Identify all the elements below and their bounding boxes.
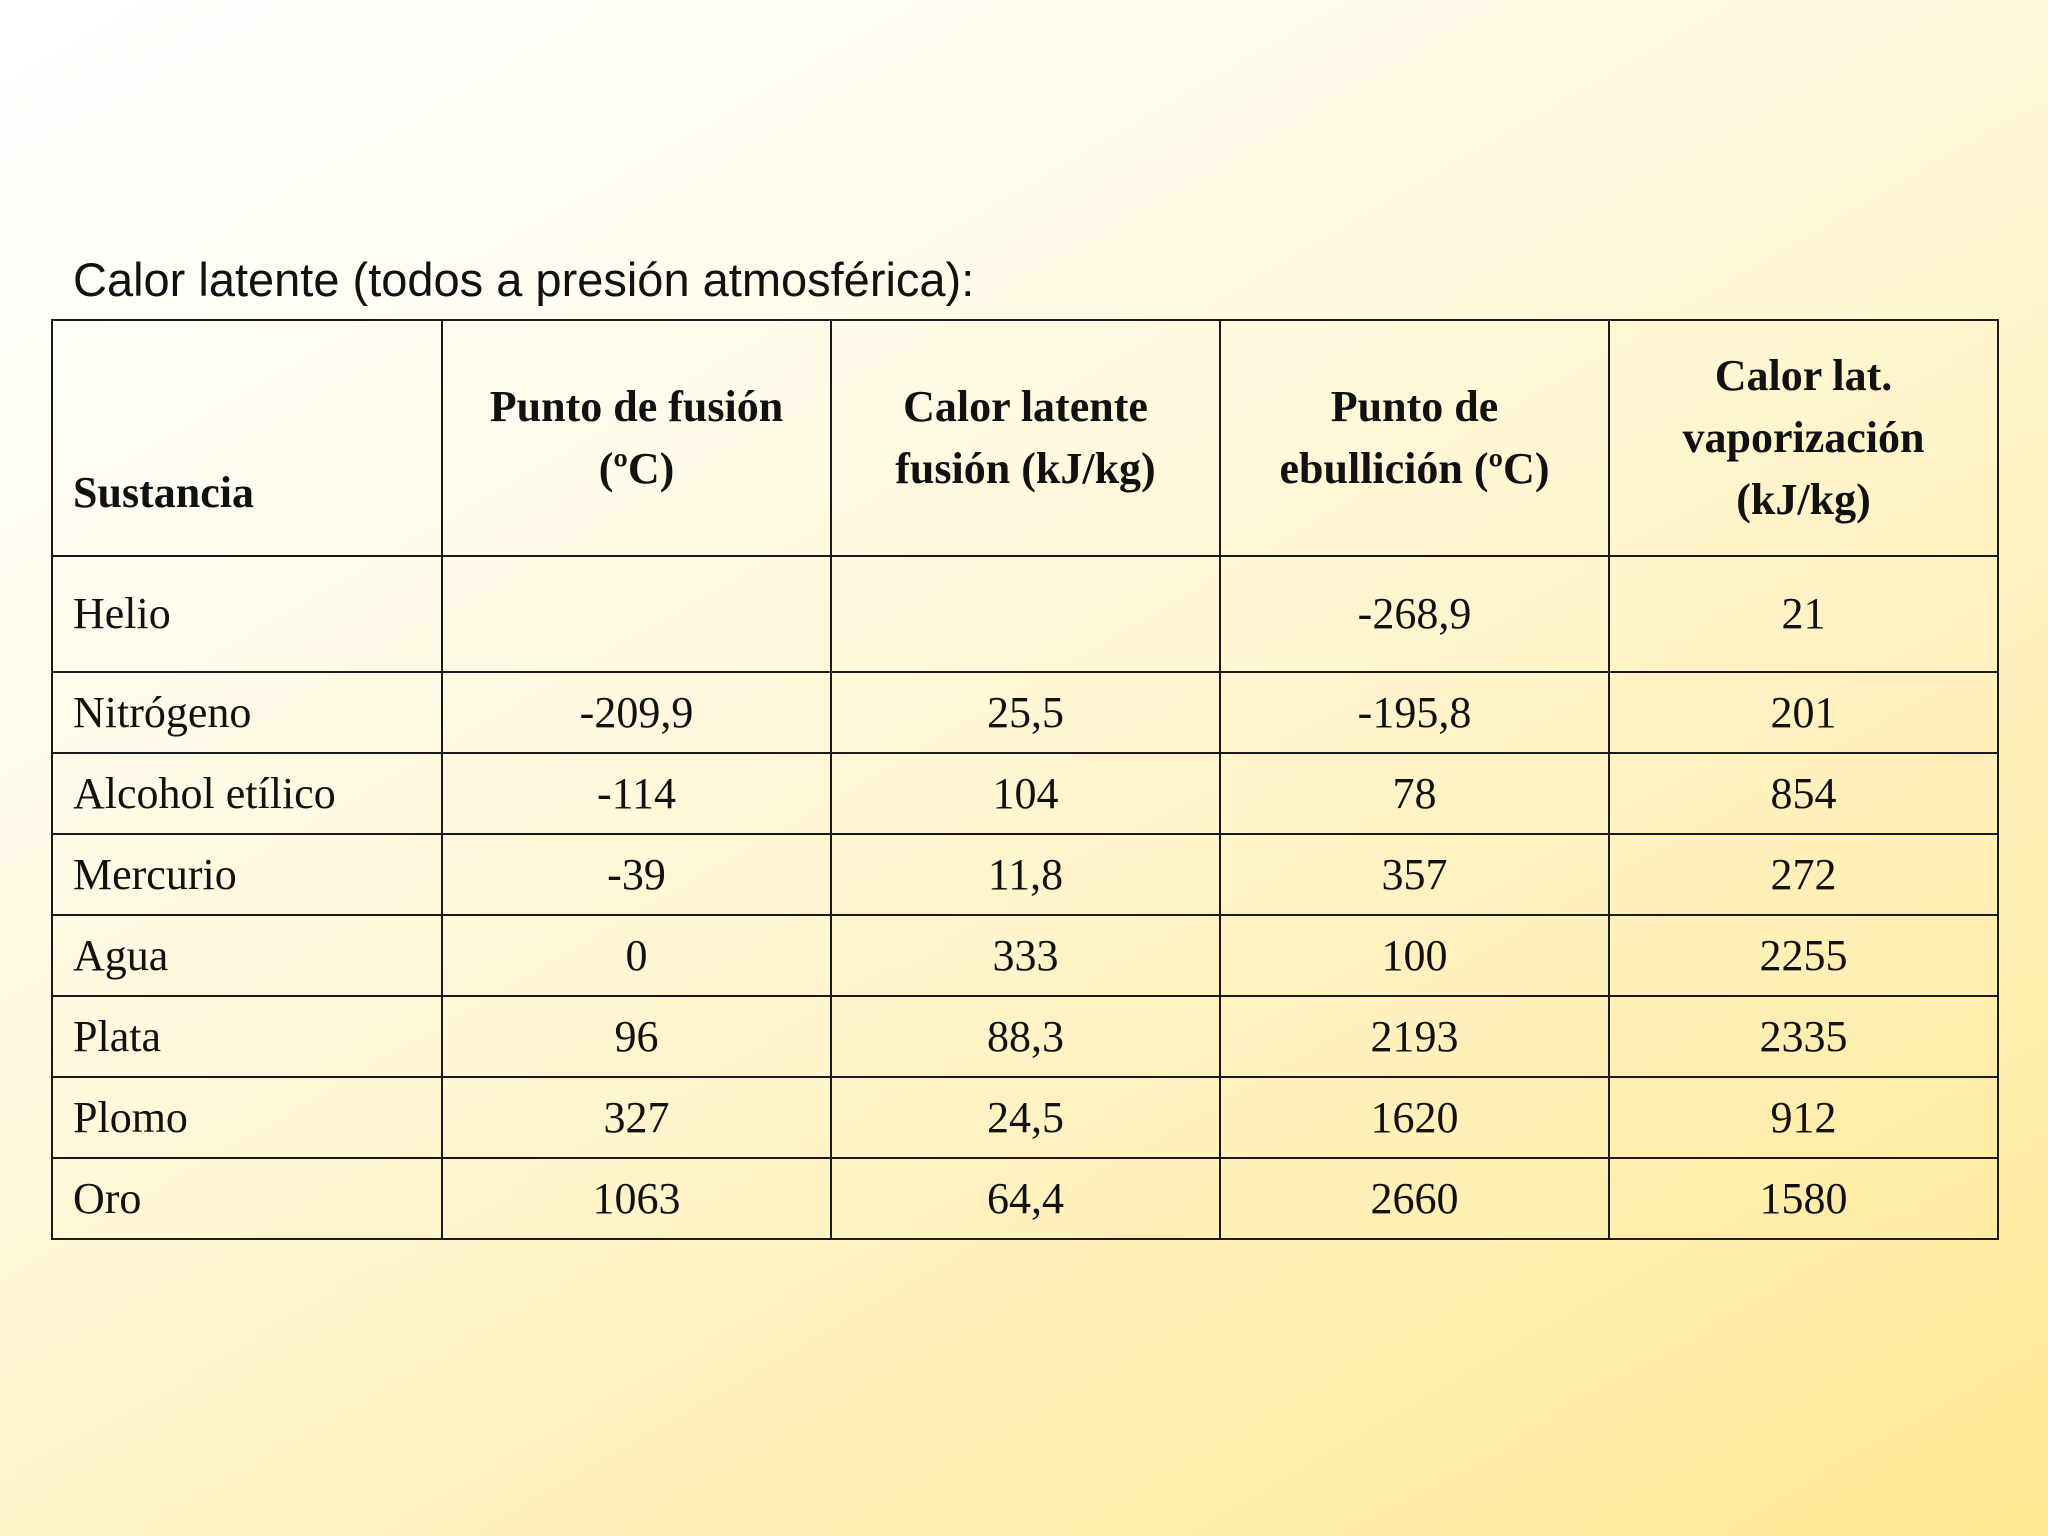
header-sustancia xyxy=(52,320,442,556)
cell-substance: Helio xyxy=(52,556,442,672)
table-row xyxy=(52,753,1998,834)
cell-substance: Plata xyxy=(52,996,442,1077)
cell-latent-heat-vaporization: 2335 xyxy=(1609,996,1998,1077)
table-row xyxy=(52,996,1998,1077)
header-line: Punto de fusión xyxy=(489,382,784,431)
header-sustancia-line: Sustancia xyxy=(73,468,254,517)
cell-melting-point: 1063 xyxy=(442,1158,831,1239)
cell-latent-heat-fusion: 64,4 xyxy=(831,1158,1220,1239)
header-line: fusión (kJ/kg) xyxy=(895,444,1156,493)
cell-melting-point xyxy=(442,556,831,672)
cell-substance: Mercurio xyxy=(52,834,442,915)
cell-boiling-point: 100 xyxy=(1220,915,1609,996)
cell-melting-point: 0 xyxy=(442,915,831,996)
cell-boiling-point: 2660 xyxy=(1220,1158,1609,1239)
cell-boiling-point: -268,9 xyxy=(1220,556,1609,672)
cell-latent-heat-fusion xyxy=(831,556,1220,672)
cell-melting-point: -39 xyxy=(442,834,831,915)
cell-substance: Plomo xyxy=(52,1077,442,1158)
header-line: Calor lat. xyxy=(1714,351,1893,400)
table-row xyxy=(52,1077,1998,1158)
table-row xyxy=(52,834,1998,915)
cell-latent-heat-vaporization: 2255 xyxy=(1609,915,1998,996)
header-line: vaporización xyxy=(1682,413,1925,462)
cell-latent-heat-fusion: 104 xyxy=(831,753,1220,834)
cell-melting-point: -209,9 xyxy=(442,672,831,753)
latent-heat-table xyxy=(51,319,1999,1240)
table-row xyxy=(52,915,1998,996)
cell-latent-heat-fusion: 25,5 xyxy=(831,672,1220,753)
cell-boiling-point: 2193 xyxy=(1220,996,1609,1077)
cell-substance: Alcohol etílico xyxy=(52,753,442,834)
header-line: (ºC) xyxy=(598,444,675,493)
table-row xyxy=(52,1158,1998,1239)
cell-latent-heat-fusion: 88,3 xyxy=(831,996,1220,1077)
cell-latent-heat-fusion: 333 xyxy=(831,915,1220,996)
header-line: Punto de xyxy=(1330,382,1499,431)
slide-title: Calor latente (todos a presión atmosférica): xyxy=(73,253,975,306)
cell-boiling-point: 1620 xyxy=(1220,1077,1609,1158)
header-line: (kJ/kg) xyxy=(1736,475,1871,524)
cell-latent-heat-vaporization: 854 xyxy=(1609,753,1998,834)
header-row xyxy=(52,320,1998,556)
cell-melting-point: 327 xyxy=(442,1077,831,1158)
cell-latent-heat-vaporization: 1580 xyxy=(1609,1158,1998,1239)
table-row xyxy=(52,672,1998,753)
header-line: Calor latente xyxy=(903,382,1148,431)
cell-melting-point: 96 xyxy=(442,996,831,1077)
cell-latent-heat-vaporization: 201 xyxy=(1609,672,1998,753)
header-calor-vaporizacion xyxy=(1609,320,1998,556)
cell-melting-point: -114 xyxy=(442,753,831,834)
cell-boiling-point: 78 xyxy=(1220,753,1609,834)
cell-latent-heat-vaporization: 912 xyxy=(1609,1077,1998,1158)
cell-substance: Agua xyxy=(52,915,442,996)
table-row xyxy=(52,556,1998,672)
header-punto-fusion xyxy=(442,320,831,556)
cell-boiling-point: 357 xyxy=(1220,834,1609,915)
header-line: ebullición (ºC) xyxy=(1279,444,1550,493)
cell-substance: Oro xyxy=(52,1158,442,1239)
cell-latent-heat-vaporization: 21 xyxy=(1609,556,1998,672)
cell-substance: Nitrógeno xyxy=(52,672,442,753)
cell-latent-heat-fusion: 24,5 xyxy=(831,1077,1220,1158)
header-calor-latente-fusion xyxy=(831,320,1220,556)
cell-boiling-point: -195,8 xyxy=(1220,672,1609,753)
cell-latent-heat-fusion: 11,8 xyxy=(831,834,1220,915)
cell-latent-heat-vaporization: 272 xyxy=(1609,834,1998,915)
header-punto-ebullicion xyxy=(1220,320,1609,556)
